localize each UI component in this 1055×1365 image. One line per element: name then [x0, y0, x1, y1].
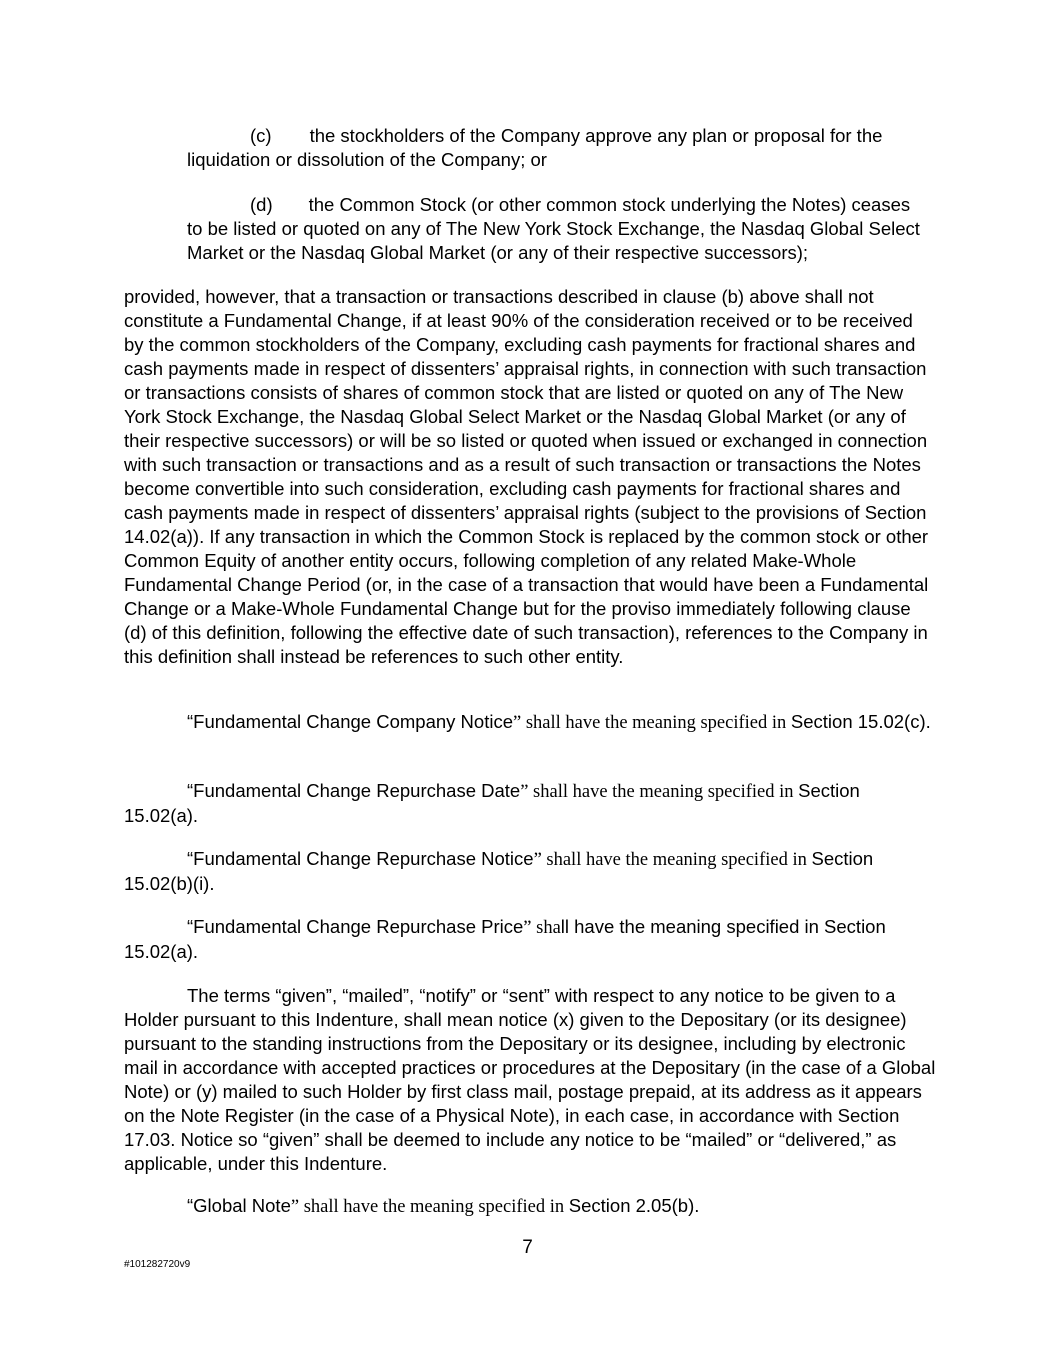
definition-fundamental-change-repurchase-date — [124, 779, 936, 828]
clause-c — [187, 124, 927, 172]
definition-fundamental-change-company-notice — [124, 710, 936, 735]
clause-d — [187, 193, 927, 265]
clause-c-label: (c) — [250, 125, 272, 146]
definition-serif-text: ” shall have the meaning specified in — [533, 850, 812, 870]
definition-term: “Fundamental Change Repurchase Notice — [187, 848, 534, 869]
definition-serif-text: ” sha — [523, 918, 561, 938]
clause-c-text: the stockholders of the Company approve any plan or proposal for the liquidation or dissolution of the Company; or — [187, 125, 883, 170]
definition-term: “Fundamental Change Company Notice — [187, 711, 513, 732]
clause-d-label: (d) — [250, 194, 273, 215]
given-terms-paragraph: The terms “given”, “mailed”, “notify” or “sent” with respect to any notice to be given to a Holder pursuant to this Indenture, shall mean notice (x) given to the Depositary (or its designee) pursuant to the standing instructions from the Depositary or its designee, including by electronic mail in accordance with accepted practices or procedures at the Depositary (in the case of a Global Note) or (y) mailed to such Holder by first class mail, postage prepaid, at its address as it appears on the Note Register (in the case of a Physical Note), in each case, in accordance with Section 17.03. Notice so “given” shall be deemed to include any notice to be “mailed” or “delivered,” as applicable, under this Indenture. — [124, 985, 936, 1174]
proviso-paragraph: provided, however, that a transaction or transactions described in clause (b) above shall not constitute a Fundamental Change, if at least 90% of the consideration received or to be received by the common stockholders of the Company, excluding cash payments for fractional shares and cash payments made in respect of dissenters’ appraisal rights, in connection with such transaction or transactions consists of shares of common stock that are listed or quoted on any of The New York Stock Exchange, the Nasdaq Global Select Market or the Nasdaq Global Market (or any of their respective successors) or will be so listed or quoted when issued or exchanged in connection with such transaction or transactions and as a result of such transaction or transactions the Notes become convertible into such consideration, excluding cash payments for fractional shares and cash payments made in respect of dissenters’ appraisal rights (subject to the provisions of Section 14.02(a)). If any transaction in which the Common Stock is replaced by the common stock or other Common Equity of another entity occurs, following completion of any related Make-Whole Fundamental Change Period (or, in the case of a transaction that would have been a Fundamental Change or a Make-Whole Fundamental Change but for the proviso immediately following clause (d) of this definition, following the effective date of such transaction), references to the Company in this definition shall instead be references to such other entity. — [124, 286, 929, 667]
definition-serif-text: ” shall have the meaning specified in — [520, 782, 799, 802]
definition-term: “Fundamental Change Repurchase Price — [187, 916, 524, 937]
definition-section-ref: ll have the meaning specified in Section 15.02(a). — [124, 916, 886, 962]
definition-fundamental-change-repurchase-price — [124, 915, 936, 964]
definition-serif-text: ” shall have the meaning specified in — [512, 713, 791, 733]
definition-section-ref: Section 15.02(b)(i). — [124, 848, 874, 894]
definition-term: “Global Note — [187, 1195, 291, 1216]
definition-section-ref: Section 15.02(a). — [124, 780, 860, 826]
definition-fundamental-change-repurchase-notice — [124, 847, 936, 896]
definition-global-note — [124, 1194, 936, 1219]
definition-section-ref: Section 15.02(c). — [790, 711, 931, 732]
clause-d-text: the Common Stock (or other common stock underlying the Notes) ceases to be listed or quoted on any of The New York Stock Exchange, the Nasdaq Global Select Market or the Nasdaq Global Market (or any of their respective successors); — [187, 194, 920, 263]
definition-section-ref: Section 2.05(b). — [568, 1195, 700, 1216]
page-number: 7 — [522, 1237, 533, 1258]
definition-serif-text: ” shall have the meaning specified in — [290, 1197, 569, 1217]
document-id: #101282720v9 — [124, 1259, 191, 1270]
definition-term: “Fundamental Change Repurchase Date — [187, 780, 521, 801]
